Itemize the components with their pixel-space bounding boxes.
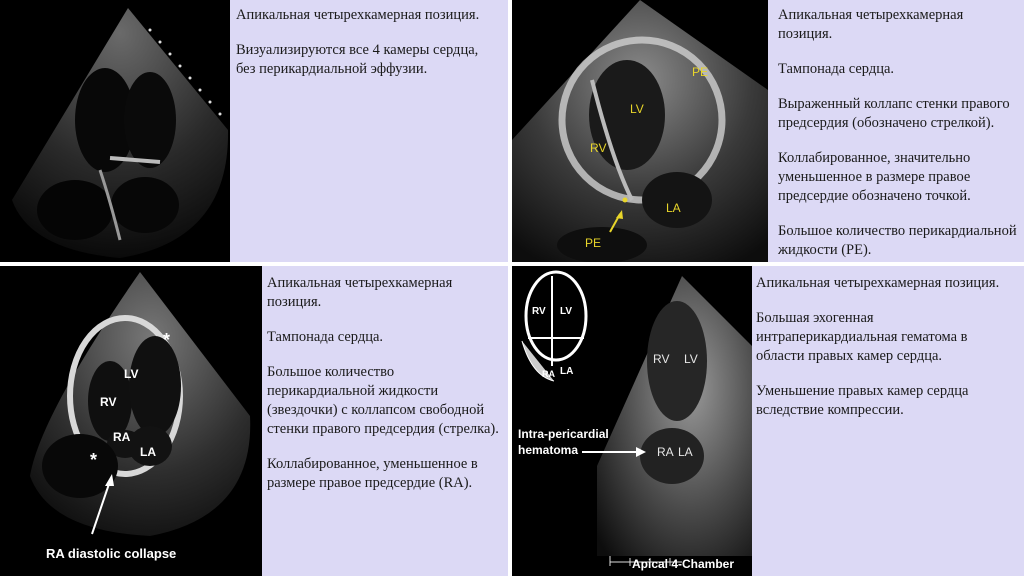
caption-panel-1	[236, 6, 486, 95]
label-ra: RA	[657, 445, 674, 459]
caption-title: Апикальная четырехкамерная позиция.	[236, 7, 480, 23]
label-lv: LV	[124, 367, 139, 381]
echo-tamponade-graphic	[512, 0, 768, 262]
caption-title: Апикальная четырехкамерная позиция.	[756, 275, 1000, 291]
echo-image-hematoma	[512, 266, 752, 576]
caption-title: Апикальная четырехкамерная позиция.	[778, 7, 964, 42]
label-lv: LV	[684, 352, 698, 366]
label-rv: RV	[100, 395, 117, 409]
caption-title: Апикальная четырехкамерная позиция.	[267, 275, 453, 310]
caption-text: Коллабированное, значительно уменьшенное в размере правое предсердие обозначено точкой.	[778, 150, 971, 204]
panel-ra-collapse	[0, 266, 508, 576]
caption-text: Визуализируются все 4 камеры сердца, без перикардиальной эффузии.	[236, 42, 479, 77]
label-rv: RV	[590, 141, 607, 155]
label-pe-bottom: PE	[585, 236, 602, 250]
label-pe-top: PE	[692, 65, 709, 79]
label-la: LA	[666, 201, 681, 215]
panel-tamponade-pe	[512, 0, 1024, 262]
caption-panel-4	[756, 274, 1018, 436]
star-marker-top: *	[163, 330, 171, 350]
label-la: LA	[140, 445, 156, 459]
caption-text: Тампонада сердца.	[778, 61, 895, 77]
caption-text: Выраженный коллапс стенки правого предсердия (обозначено стрелкой).	[778, 96, 1010, 131]
star-marker-bottom: *	[90, 450, 98, 470]
caption-text: Тампонада сердца.	[267, 329, 384, 345]
echo-hematoma-graphic	[512, 266, 752, 576]
caption-text: Коллабированное, уменьшенное в размере правое предсердие (RA).	[267, 456, 478, 491]
panel-normal-four-chamber	[0, 0, 508, 262]
diagram-label-la: LA	[560, 366, 574, 377]
label-ra: RA	[113, 430, 131, 444]
caption-text: Большое количество перикардиальной жидкости (PE).	[778, 223, 1017, 258]
echo-normal-graphic	[0, 0, 230, 262]
echo-ra-collapse-graphic	[0, 266, 262, 576]
label-view: Apical 4-Chamber	[632, 557, 735, 571]
caption-text: Уменьшение правых камер сердца вследствие компрессии.	[756, 383, 969, 418]
diagram-label-ra: RA	[542, 369, 555, 379]
diagram-label-rv: RV	[532, 306, 546, 317]
echo-image-normal	[0, 0, 230, 262]
label-lv: LV	[630, 102, 644, 116]
caption-text: Большое количество перикардиальной жидкости (звездочки) с коллапсом свободной стенки правого предсердия (стрелка).	[267, 364, 499, 437]
caption-panel-3	[267, 274, 505, 509]
diagram-label-lv: LV	[560, 306, 573, 317]
label-hematoma-line1: Intra-pericardial	[518, 427, 609, 441]
label-hematoma-line2: hematoma	[518, 443, 579, 457]
panel-hematoma	[512, 266, 1024, 576]
caption-text: Большая эхогенная интраперикардиальная гематома в области правых камер сердца.	[756, 310, 968, 364]
echo-image-tamponade	[512, 0, 768, 262]
label-la: LA	[678, 445, 693, 459]
label-ra-diastolic-collapse: RA diastolic collapse	[46, 546, 177, 561]
label-rv: RV	[653, 352, 670, 366]
echo-image-ra-collapse	[0, 266, 262, 576]
caption-panel-2	[778, 6, 1020, 262]
